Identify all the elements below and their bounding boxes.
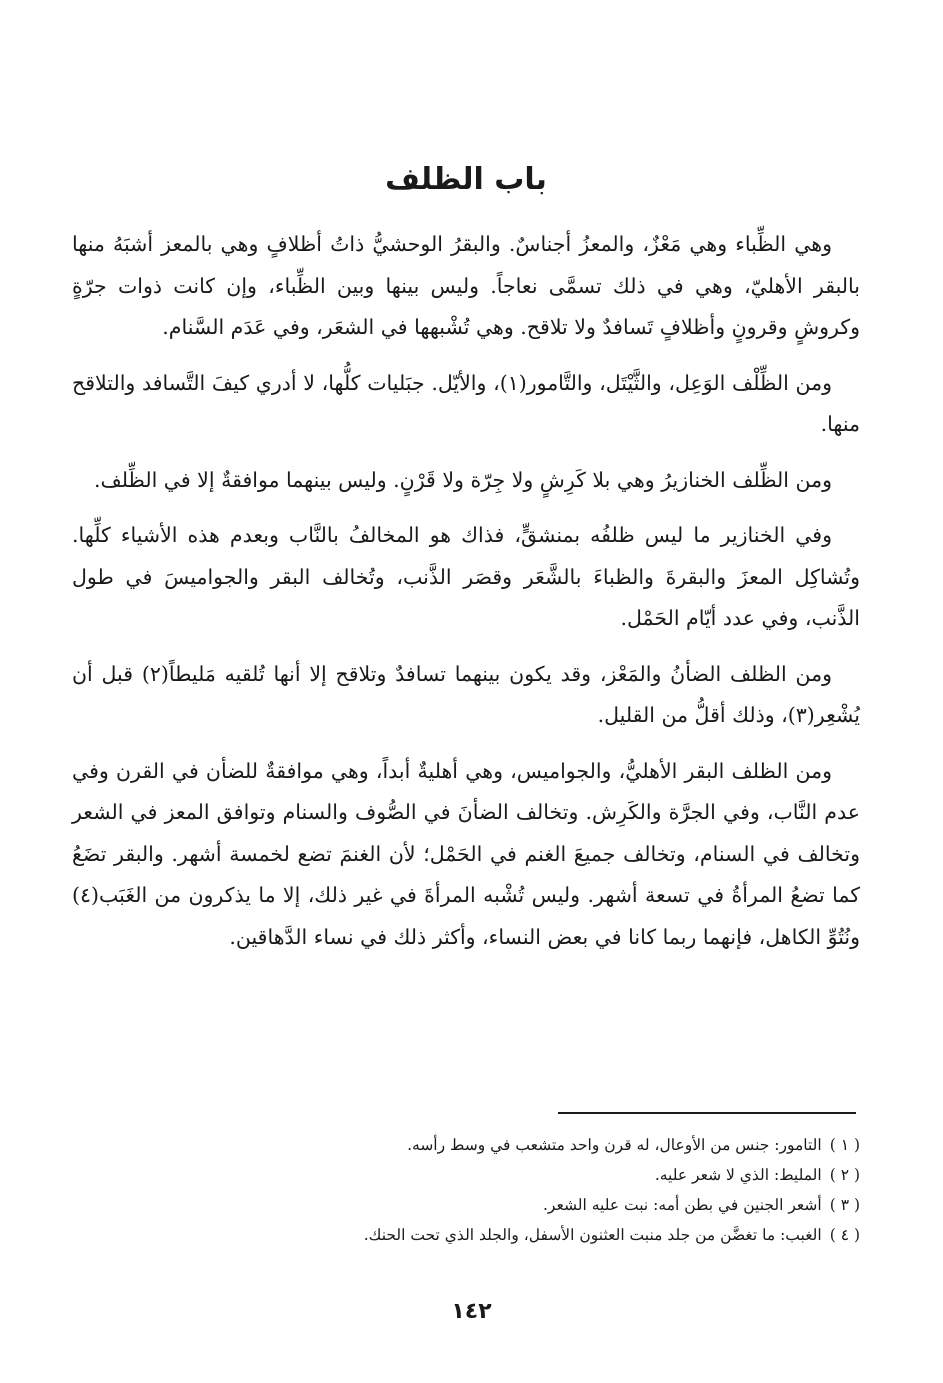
footnote-number: ( ١ ): [829, 1136, 860, 1154]
paragraph: ومن الظلف البقر الأهليُّ، والجواميس، وهي أهليةٌ أبداً، وهي موافقةٌ للضأن في القرن وفي عدم النَّاب، وفي الجرَّة والكَرِش. وتخالف الضأنَ في الصُّوف والسنام وتوافق المعز في الشعر وتخالف في السنام، وتخالف جميعَ الغنم في الحَمْل؛ لأن الغنمَ تضع لخمسة أشهر. والبقر تضَعُ كما تضعُ المرأةُ في تسعة أشهر. وليس تُشْبه المرأةَ في غير ذلك، إلا ما يذكرون من الغَبَب(٤) ونُتُوِّ الكاهل، فإنهما ربما كانا في بعض النساء، وأكثر ذلك في نساء الدَّهاقين.: [72, 758, 860, 949]
footnote: [72, 1220, 860, 1250]
footnote-number: ( ٣ ): [829, 1196, 860, 1214]
footnotes: [72, 1130, 860, 1250]
footnote: [72, 1190, 860, 1220]
page-number: ١٤٢: [451, 1299, 492, 1324]
paragraph: وفي الخنازير ما ليس ظلفُه بمنشقٍّ، فذاك هو المخالفُ بالنَّاب وبعدم هذه الأشياء كلِّها. وتُشاكِل المعزَ والبقرةَ والظباءَ بالشَّعَر وقصَر الذَّنب، وتُخالف البقر والجواميسَ في طول الذَّنب، وفي عدد أيّام الحَمْل.: [72, 523, 860, 630]
paragraph: وهي الظِّباء وهي مَعْزٌ، والمعزُ أجناسٌ. والبقرُ الوحشيُّ ذاتُ أظلافٍ وهي بالمعز أشبَهُ منها بالبقر الأهليّ، وهي في ذلك تسمَّى نعاجاً. وليس بينها وبين الظِّباء، وإن كانت ذوات جرّةٍ وكروشٍ وقرونٍ وأظلافٍ تَسافدٌ ولا تلاقح. وهي تُشْبهها في الشعَر، وفي عَدَم السَّنام.: [72, 232, 860, 339]
paragraph: ومن الظِّلْف الوَعِل، والثَّيْتَل، والتَّامور(١)، والأيّل. جبَليات كلُّها، لا أدري كيفَ التَّسافد والتلاقح منها.: [72, 370, 860, 436]
paragraph: ومن الظِّلف الخنازيرُ وهي بلا كَرِشٍ ولا جِرّة ولا قَرْنٍ. وليس بينهما موافقةٌ إلا في الظِّلف.: [93, 467, 832, 492]
footnote-text: الغبب: ما تغضَّن من جلد منبت العثنون الأسفل، والجلد الذي تحت الحنك.: [363, 1226, 822, 1244]
footnote-text: المليط: الذي لا شعر عليه.: [654, 1166, 822, 1184]
footnote-text: التامور: جنس من الأوعال، له قرن واحد متشعب في وسط رأسه.: [407, 1136, 822, 1154]
chapter-title: باب الظلف: [385, 162, 547, 197]
footnote: [72, 1160, 860, 1190]
paragraph: ومن الظلف الضأنُ والمَعْز، وقد يكون بينهما تسافدٌ وتلاقح إلا أنها تُلقيه مَليطاً(٢) قبل أن يُشْعِر(٣)، وذلك أقلُّ من القليل.: [72, 661, 860, 727]
footnote: [72, 1130, 860, 1160]
footnote-number: ( ٤ ): [829, 1226, 860, 1244]
footnote-number: ( ٢ ): [829, 1166, 860, 1184]
footnote-text: أشعر الجنين في بطن أمه: نبت عليه الشعر.: [543, 1196, 822, 1214]
footnote-divider: [558, 1112, 856, 1114]
page-body: [72, 150, 860, 972]
